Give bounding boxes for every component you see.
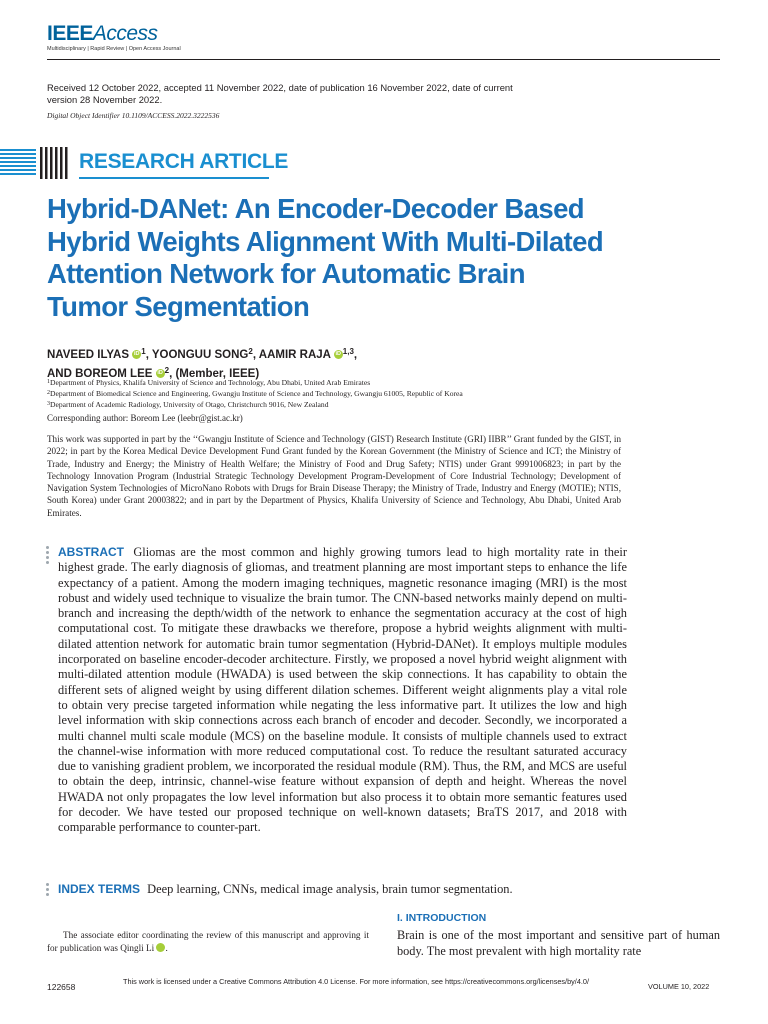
author-membership: , (Member, IEEE) — [169, 368, 260, 380]
index-terms — [58, 882, 627, 897]
orcid-icon[interactable]: iD — [156, 943, 165, 952]
logo-access: Access — [92, 22, 158, 45]
doi-line: Digital Object Identifier 10.1109/ACCESS.2022.3222536 — [47, 111, 220, 120]
author-affil-sup: 2 — [164, 366, 170, 375]
affiliation-line — [47, 388, 607, 399]
affiliation-text: Department of Academic Radiology, University of Otago, Christchurch 9016, New Zealand — [50, 400, 329, 409]
section-heading-introduction: I. INTRODUCTION — [397, 912, 487, 924]
orcid-icon[interactable]: iD — [335, 351, 342, 357]
editor-note-text: The associate editor coordinating the review of this manuscript and approving it for publication was Qingli Li — [47, 930, 369, 953]
logo-ieee: IEEE — [47, 22, 93, 45]
paper-title: Hybrid-DANet: An Encoder-Decoder Based Hybrid Weights Alignment With Multi-Dilated Attention Network for Automatic Brain Tumor Segmentation — [47, 193, 604, 322]
affiliation-text: Department of Biomedical Science and Engineering, Gwangju Institute of Science and Technology, Gwangju 61005, Republic of Korea — [50, 389, 463, 398]
affiliation-line — [47, 399, 607, 410]
index-terms-dots-icon — [46, 883, 49, 898]
page-number: 122658 — [47, 982, 76, 992]
article-type-underline — [79, 177, 269, 179]
journal-logo — [47, 22, 158, 46]
affiliation-line — [47, 377, 607, 388]
abstract-text: Gliomas are the most common and highly growing tumors lead to high mortality rate in their highest grade. The early diagnosis of gliomas, and treatment planning are most important steps to enhance the life expectancy of a patient. Among the modern imaging techniques, magnetic resonance imaging (MRI) is the most robust and widely used technique to visualize the brain tumor. The CNN-based networks mainly depend on multi-branch and increasing the depth/width of the network to enhance the segmentation accuracy at the cost of high computational cost. To mitigate these drawbacks we therefore, propose a hybrid weights alignment with multi-dilated attention network for automatic brain tumor segmentation (Hybrid-DANet). It employs multiple modules incorporated on baseline encoder-decoder architecture. Firstly, we proposed a novel hybrid weight alignment with multi-dilated attention module (HWADA) is used between the skip connections. It has capability to obtain the different sets of aligned weight by using different dilation schemes. Different weight alignments play a vital role to obtain very precise targeted information while negating the less informative part. It utilizes the low and high level information with skip connections across each branch of encoder and decoder. Secondly, we incorporated a multi channel multi scale module (MCS) on the baseline module. It consists of multiple channels used to extract the channel-wise information with more reduced computational cost. To reduce the resultant saturated accuracy due to vanishing gradient problem, we incorporated the residual module (RM). Thus, the RM, and MCS are useful to obtain the deep, intrinsic, channel-wise feature without expansion of depth and height. Whereas the novel HWADA not only propagates the low level information but also process it to obtain more semantic features used for decoder. We have tested our proposed technique on well-known datasets; BraTS 2017, and 2018 with comparable performance to counter-part. — [58, 545, 627, 835]
logo-tagline: Multidisciplinary | Rapid Review | Open Access Journal — [47, 46, 181, 52]
funding-statement: This work was supported in part by the ‘‘Gwangju Institute of Science and Technology (GIST) Research Institute (GRI) IIBR’’ Grant funded by the GIST, in 2022; in part by the Korea Medical Device Development Fund Grant funded by the Korean Government (the Ministry of Science and ICT; the Ministry of Trade, Industry and Energy; the Ministry of Health Welfare; the Ministry of Food and Drug Safety; NTIS) under Grant 9991006823; in part by the Technology Innovation Program (Industrial Strategic Technology Development Program-Development of Core Industrial Technology; Development of Navigation System Technologies of MicroNano Robots with Drugs for Brain Disease Therapy; the Ministry of Trade, Industry and Energy (MOTIE); NTIS, South Korea) under Grant 20003822; and in part by the Department of Physics, Khalifa University of Science and Technology, Abu Dhabi, United Arab Emirates. — [47, 434, 621, 518]
author-separator: , — [145, 349, 152, 361]
header-divider — [47, 59, 720, 60]
author-separator: , — [353, 349, 358, 361]
author-name: YOONGUU SONG — [151, 349, 249, 361]
corresponding-author: Corresponding author: Boreom Lee (leebr@gist.ac.kr) — [47, 413, 243, 423]
index-terms-text: Deep learning, CNNs, medical image analysis, brain tumor segmentation. — [147, 882, 513, 896]
author-name: AAMIR RAJA — [258, 349, 331, 361]
orcid-icon[interactable]: iD — [157, 370, 163, 376]
author-name: NAVEED ILYAS — [47, 349, 130, 361]
author-affil-sup: 1,3 — [342, 347, 354, 356]
editor-footnote — [47, 929, 369, 955]
author-affil-sup: 2 — [248, 347, 253, 356]
index-terms-heading: INDEX TERMS — [58, 882, 141, 896]
introduction-text: Brain is one of the most important and sensitive part of human body. The most prevalent with high mortality rate — [397, 928, 720, 958]
author-affil-sup: 1 — [141, 347, 146, 356]
editor-note-end: . — [165, 943, 168, 953]
affiliation-number: 3 — [47, 401, 50, 407]
affiliation-number: 2 — [47, 390, 50, 396]
publication-dates: Received 12 October 2022, accepted 11 November 2022, date of publication 16 November 2022, date of current version 28 November 2022. — [47, 82, 513, 105]
license-notice: This work is licensed under a Creative Commons Attribution 4.0 License. For more information, see https://creativecommons.org/licenses/by/4.0/ — [123, 977, 589, 986]
author-separator: , — [252, 349, 259, 361]
orcid-icon[interactable]: iD — [133, 351, 140, 357]
abstract-dots-icon — [46, 546, 49, 566]
abstract-heading: ABSTRACT — [58, 545, 124, 559]
affiliation-text: Department of Physics, Khalifa University of Science and Technology, Abu Dhabi, United Arab Emirates — [50, 378, 371, 387]
affiliation-number: 1 — [47, 379, 50, 385]
affiliations — [47, 377, 607, 410]
volume-label: VOLUME 10, 2022 — [648, 982, 710, 991]
abstract — [58, 545, 627, 836]
banner-stripes-graphic — [0, 147, 70, 179]
author-name: AND BOREOM LEE — [47, 368, 153, 380]
article-type-label: RESEARCH ARTICLE — [79, 150, 289, 173]
